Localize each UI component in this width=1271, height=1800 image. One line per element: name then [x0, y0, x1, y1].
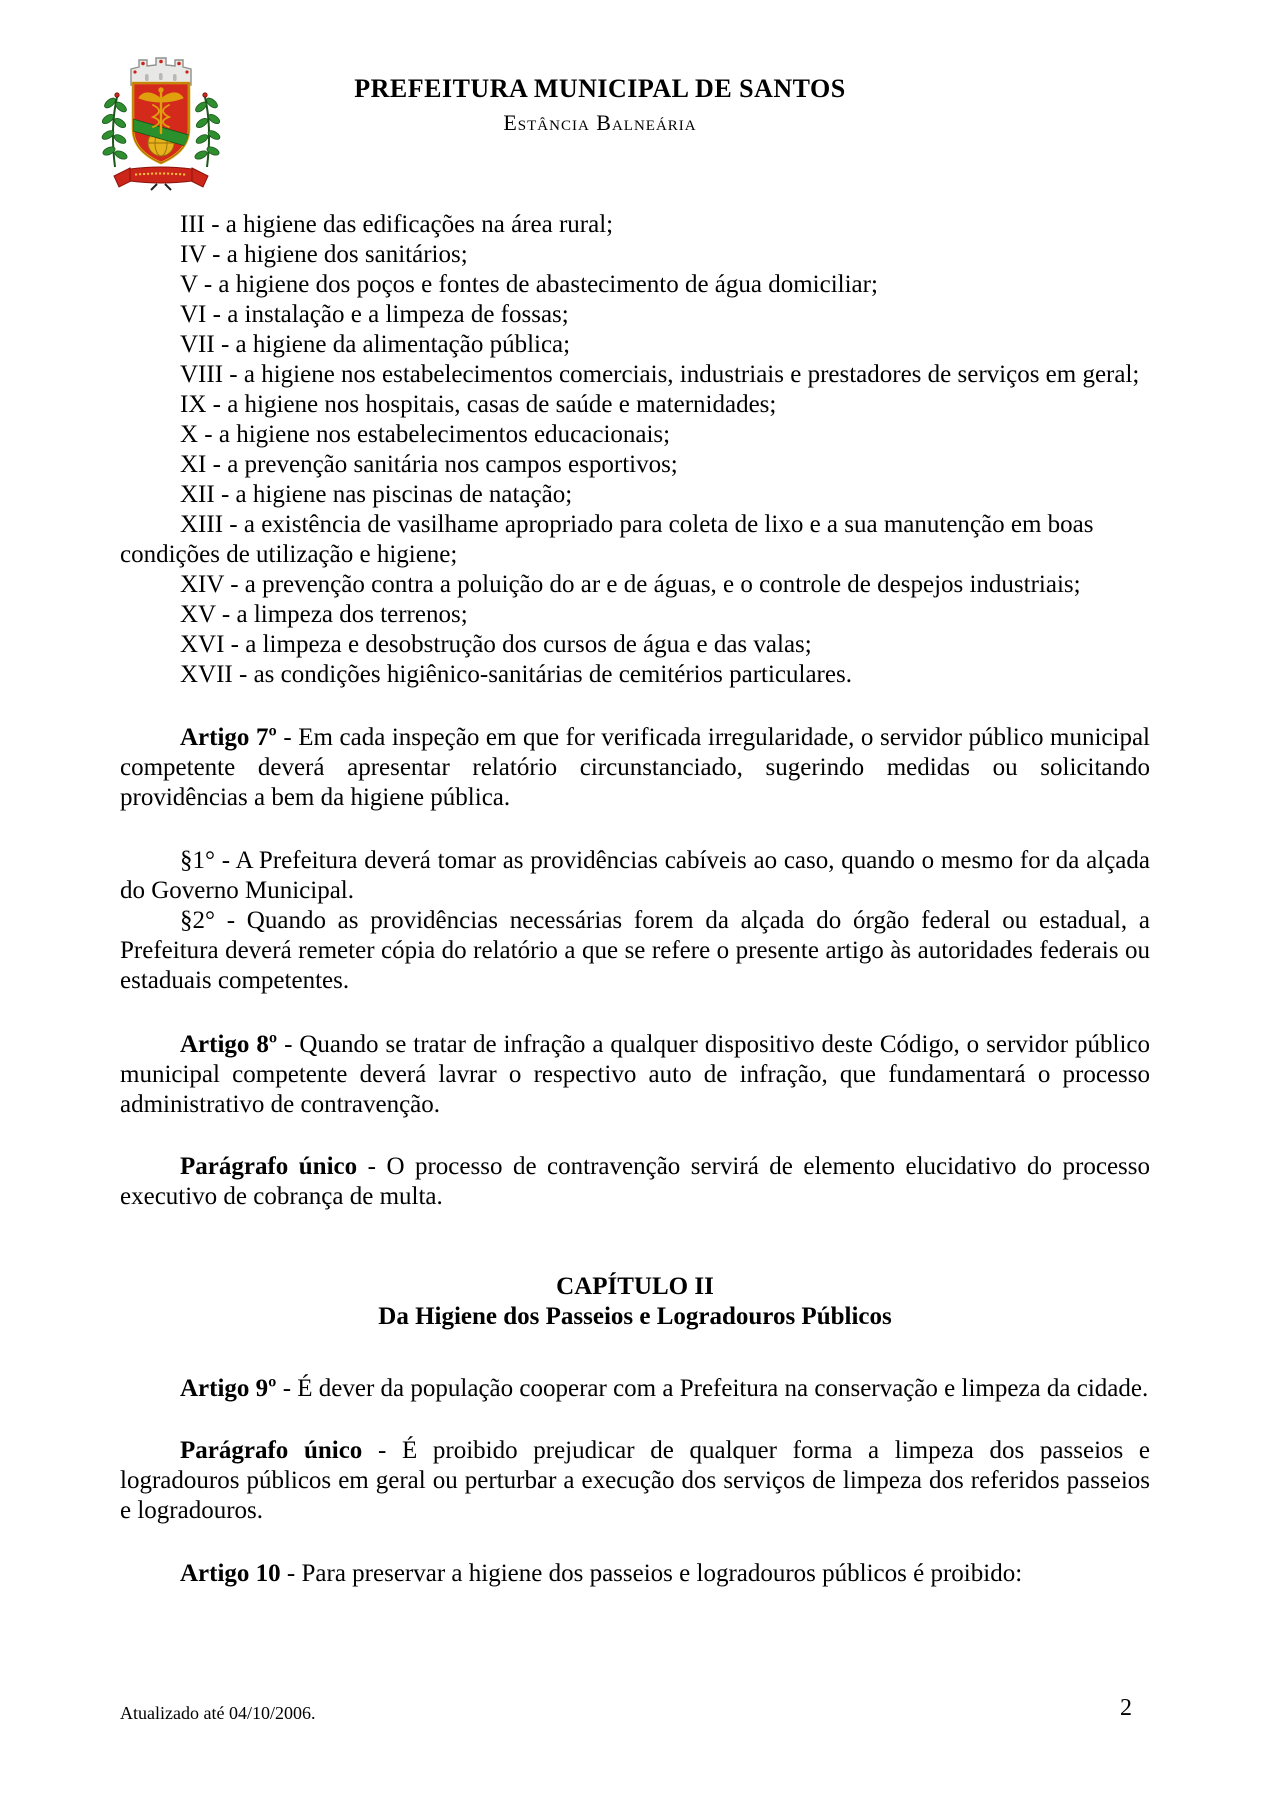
list-item-vi: VI - a instalação e a limpeza de fossas; [180, 301, 569, 328]
sole-paragraph-2-text: - É proibido prejudicar de qualquer forma a limpeza dos passeios e logradouros públicos em geral ou perturbar a execução dos serviços de limpeza dos referidos passeios e logradouros. [120, 1437, 1150, 1524]
article-9-label: Artigo 9º [180, 1375, 277, 1402]
list-item-xvi: XVI - a limpeza e desobstrução dos cursos de água e das valas; [180, 631, 812, 658]
paragraph-section-1-text: §1° - A Prefeitura deverá tomar as providências cabíveis ao caso, quando o mesmo for da alçada do Governo Municipal. [120, 847, 1150, 904]
sole-paragraph-1 [120, 1152, 1150, 1212]
list-item-xiii: XIII - a existência de vasilhame apropriado para coleta de lixo e a sua manutenção em boas condições de utilização e higiene; [120, 511, 1094, 568]
sole-paragraph-1-text: - O processo de contravenção servirá de elemento elucidativo do processo executivo de cobrança de multa. [120, 1153, 1151, 1210]
sole-paragraph-2 [120, 1436, 1150, 1526]
paragraph-section-2 [120, 906, 1150, 996]
article-8-label: Artigo 8º [180, 1031, 278, 1058]
list-item-ix: IX - a higiene nos hospitais, casas de saúde e maternidades; [180, 391, 777, 418]
chapter-subtitle: Da Higiene dos Passeios e Logradouros Públicos [378, 1303, 892, 1330]
list-item-xv: XV - a limpeza dos terrenos; [180, 601, 468, 628]
article-7-text: - Em cada inspeção em que for verificada irregularidade, o servidor público municipal competente deverá apresentar relatório circunstanciado, sugerindo medidas ou solicitando providências a bem da higiene pública. [120, 724, 1150, 811]
article-7-paragraph [120, 723, 1150, 813]
sole-paragraph-2-label: Parágrafo único [180, 1437, 363, 1464]
list-item-xi: XI - a prevenção sanitária nos campos esportivos; [180, 451, 678, 478]
page-subtitle: Estância Balneária [503, 110, 697, 135]
list-item-viii: VIII - a higiene nos estabelecimentos comerciais, industriais e prestadores de serviços em geral; [180, 361, 1140, 388]
list-item-iii: III - a higiene das edificações na área rural; [180, 211, 614, 238]
article-7-label: Artigo 7º [180, 724, 277, 751]
document-body [120, 210, 1150, 1589]
list-item-x: X - a higiene nos estabelecimentos educacionais; [180, 421, 671, 448]
article-9-paragraph [120, 1374, 1150, 1404]
motto-ribbon [114, 167, 208, 190]
paragraph-section-2-text: §2° - Quando as providências necessárias forem da alçada do órgão federal ou estadual, a Prefeitura deverá remeter cópia do relatório a que se refere o presente artigo às autoridades federais ou estaduais competentes. [120, 907, 1150, 994]
article-10-paragraph [120, 1559, 1150, 1589]
footer-updated-note: Atualizado até 04/10/2006. [120, 1703, 316, 1723]
page-number: 2 [1120, 1695, 1132, 1721]
sole-paragraph-1-label: Parágrafo único [180, 1153, 358, 1180]
article-8-paragraph [120, 1030, 1150, 1120]
list-item-vii: VII - a higiene da alimentação pública; [180, 331, 571, 358]
paragraph-section-1 [120, 846, 1150, 906]
chapter-title: CAPÍTULO II [556, 1273, 714, 1300]
list-item-xvii: XVII - as condições higiênico-sanitárias de cemitérios particulares. [180, 661, 852, 688]
article-9-text: - É dever da população cooperar com a Prefeitura na conservação e limpeza da cidade. [276, 1375, 1149, 1402]
article-8-text: - Quando se tratar de infração a qualquer dispositivo deste Código, o servidor público municipal competente deverá lavrar o respectivo auto de infração, que fundamentará o processo administrativo de contravenção. [120, 1031, 1150, 1118]
article-10-text: - Para preservar a higiene dos passeios e logradouros públicos é proibido: [280, 1560, 1023, 1587]
list-item-v: V - a higiene dos poços e fontes de abastecimento de água domiciliar; [180, 271, 878, 298]
list-item-iv: IV - a higiene dos sanitários; [180, 241, 468, 268]
article-10-label: Artigo 10 [180, 1560, 281, 1587]
list-item-xiv: XIV - a prevenção contra a poluição do ar e de águas, e o controle de despejos industriais; [180, 571, 1081, 598]
page-title: PREFEITURA MUNICIPAL DE SANTOS [354, 74, 846, 103]
list-item-xii: XII - a higiene nas piscinas de natação; [180, 481, 573, 508]
